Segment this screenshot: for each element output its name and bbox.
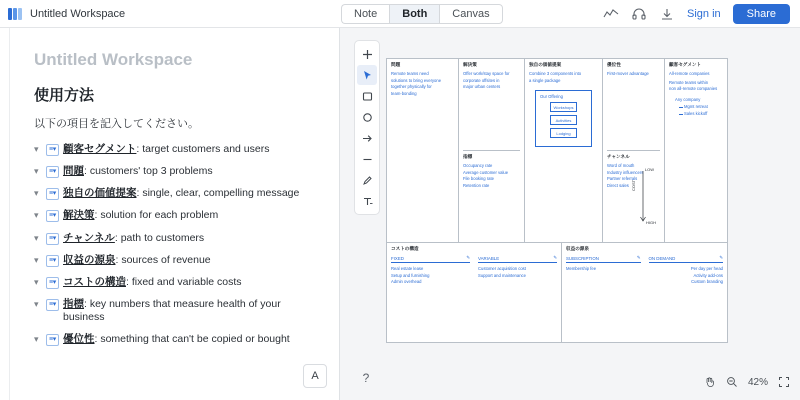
cell-line: Membership fee [566,266,597,271]
cell-line: All-remote companies [669,71,710,76]
tree-children [675,104,723,116]
cell-line: Setup and furnishing [391,272,430,278]
zoom-out-icon[interactable] [726,376,738,388]
add-icon[interactable] [357,44,377,64]
tree-root: Any company [675,96,701,102]
revenue-ondemand-label: ON DEMAND [648,255,676,261]
axis-label-high: HIGH [646,220,656,225]
list-item-text: : fixed and variable costs [126,275,242,288]
note-doc-title: 使用方法 [34,87,95,104]
bullet-icon: ▾ [34,232,39,243]
list-item-text: : customers' top 3 problems [84,165,213,178]
list-item-text: : solution for each problem [94,209,219,222]
note-bullet-list [34,143,315,346]
cell-body [391,71,454,97]
tree-node: Mgmt retreat [684,104,723,109]
note-tag-icon: ≡▾ [46,299,59,311]
bullet-icon: ▾ [34,334,39,345]
list-item-term: 指標 [63,297,84,310]
cell-line: Activity add-ons [693,272,723,278]
app-logo-icon [8,7,24,21]
cost-variable-items [478,266,557,279]
cell-heading: 解決策 [463,62,477,67]
cell-body [463,71,520,91]
axis-label-cost: COST [631,179,636,191]
list-item-text: : path to customers [114,231,205,244]
board-top-row [387,59,727,242]
axis-label-low: LOW [644,167,654,172]
value-prop-offering-box[interactable] [535,90,592,147]
revenue-ondemand-heading [649,255,724,263]
cell-body [529,71,598,84]
cell-line: Industry influencers [607,169,644,175]
zoom-controls [704,376,790,388]
cell-line: Combine 3 components into [529,71,582,76]
cell-heading: 問題 [391,62,401,67]
offering-box-title: Our Offering [540,94,563,99]
bullet-icon: ▾ [34,254,39,265]
board-cell-problem[interactable] [387,59,459,242]
bullet-icon: ▾ [34,188,39,199]
view-mode-switcher[interactable] [340,3,504,25]
list-item[interactable] [34,333,315,346]
cell-body [607,71,660,78]
cell-heading: 指標 [463,154,473,159]
note-tag-icon: ≡▾ [46,277,59,289]
revenue-ondemand-items [649,266,724,286]
revenue-subscription-items [566,266,641,273]
board-subcell-channels[interactable] [607,150,660,239]
list-item-text: : something that can't be copied or bought [94,333,290,346]
note-pane [10,28,340,400]
help-button[interactable]: ? [362,371,370,385]
cell-line: File booking rate [463,176,494,181]
cell-heading: 優位性 [607,62,621,67]
cell-line: corporate offsites in [463,77,500,83]
cell-line: Retention rate [463,182,490,188]
note-tag-icon: ≡▾ [46,188,59,200]
board-cell-cost-structure[interactable] [387,243,562,342]
cell-line: Offer work/stay space for [463,71,510,76]
board-bottom-row [387,242,727,342]
cell-line: major urban centers [463,84,501,89]
headphones-icon[interactable] [631,6,647,22]
note-tag-icon: ≡▾ [46,210,59,222]
board-subcell-solution[interactable] [463,62,520,147]
list-item-term: コストの構造 [63,275,126,288]
cost-fixed-label: FIXED [391,255,404,261]
list-item-term: 顧客セグメント [63,143,137,155]
download-icon[interactable] [659,6,675,22]
board-cell-revenue-streams[interactable] [562,243,727,342]
list-item-text: : key numbers that measure health of your business [63,297,281,323]
rectangle-icon[interactable] [357,86,377,106]
revenue-ondemand-column [649,255,724,286]
list-item[interactable] [34,187,315,200]
cell-heading: チャンネル [607,154,630,159]
cell-line: Partner referrals [607,176,638,181]
edit-icon[interactable]: ✎ [553,255,557,260]
cell-line: Average customer value [463,169,509,175]
channel-cost-axis [630,167,656,225]
cell-line: team-bonding [391,90,417,96]
note-tag-icon: ≡▾ [46,166,59,178]
ellipse-icon[interactable] [357,107,377,127]
top-bar [0,0,800,28]
line-icon[interactable] [357,149,377,169]
font-settings-button[interactable]: A [303,364,327,388]
board-cell-value-proposition[interactable] [525,59,603,242]
cell-line: Support and maintenance [478,272,526,278]
share-button[interactable]: Share [733,4,790,24]
cell-line: solutions to bring everyone [391,77,442,83]
bullet-icon: ▾ [34,144,39,154]
cell-line: a single package [529,77,561,83]
zoom-level-label[interactable]: 42% [747,376,768,388]
customer-tree [669,97,723,116]
cell-heading: コストの構造 [391,246,419,251]
cell-heading: 顧客セグメント [669,62,702,67]
cell-line: Customer acquisition cost [478,266,526,271]
cell-line: Admin overhead [391,279,422,284]
edit-icon[interactable]: ✎ [636,255,641,260]
bullet-icon: ▾ [34,276,39,287]
cell-line: Occupancy rate [463,163,493,168]
list-item-term: 収益の源泉 [63,253,116,266]
list-item-text: : sources of revenue [115,253,211,266]
list-item-term: 問題 [63,165,84,178]
tab-both[interactable]: Both [389,4,439,24]
activity-icon[interactable] [603,6,619,22]
cost-fixed-heading [391,255,470,263]
cell-line: non all-remote companies [669,86,718,91]
cost-fixed-column [391,255,470,286]
tab-canvas[interactable]: Canvas [439,4,502,24]
bullet-icon: ▾ [34,166,39,177]
list-item-term: 解決策 [63,209,95,222]
offering-item[interactable]: Lodging [550,128,577,138]
list-item[interactable] [34,165,315,178]
board-subcell-metrics[interactable] [463,150,520,239]
list-item-term: 独自の価値提案 [63,187,137,200]
list-item-term: チャンネル [63,231,115,244]
bullet-icon: ▾ [34,210,39,221]
cost-variable-label: VARIABLE [478,255,500,261]
business-model-canvas[interactable] [386,58,728,343]
cell-line: Real estate lease [391,266,424,271]
note-tag-icon: ≡▾ [46,144,59,156]
sign-in-link[interactable]: Sign in [687,7,721,20]
note-tag-icon: ≡▾ [46,233,59,245]
cost-fixed-items [391,266,470,286]
bullet-icon: ▾ [34,298,39,309]
board-cell-solution-metrics[interactable] [459,59,525,242]
list-item[interactable] [34,298,315,324]
tree-node: Sales kickoff [684,111,723,116]
cell-line: Remote teams within [669,79,709,85]
note-tag-icon: ≡▾ [46,334,59,346]
cell-line: Word of mouth [607,163,635,168]
cell-line: together physically for [391,84,432,89]
list-item[interactable] [34,143,315,156]
board-subcell-advantage[interactable] [607,62,660,147]
cell-heading: 独自の価値提案 [529,62,562,67]
board-cell-customer-segments[interactable] [665,59,727,242]
arrow-icon[interactable] [357,128,377,148]
edit-icon[interactable]: ✎ [719,255,723,260]
cell-line: First-mover advantage [607,71,649,76]
list-item[interactable] [34,209,315,222]
edit-icon[interactable]: ✎ [466,255,470,260]
list-item-text: : single, clear, compelling message [136,187,300,200]
canvas-pane[interactable] [340,28,800,400]
cell-body [669,71,723,93]
left-rail [0,28,10,400]
cost-variable-heading [478,255,557,263]
note-lead-text: 以下の項目を記入してください。 [34,118,199,130]
cost-variable-column [478,255,557,286]
note-workspace-heading: Untitled Workspace [34,50,193,69]
main-body [0,28,800,400]
cell-line: Per day per head [690,266,723,271]
top-bar-actions [603,4,794,24]
workspace-title: Untitled Workspace [30,7,126,20]
board-cell-advantage-channels[interactable] [603,59,665,242]
cursor-icon[interactable] [357,65,377,85]
note-tag-icon: ≡▾ [46,255,59,267]
cell-heading: 収益の源泉 [566,246,589,251]
offering-item[interactable]: Activities [550,115,577,125]
tab-note[interactable]: Note [341,4,389,24]
revenue-subscription-heading [566,255,641,263]
cell-line: Remote teams need [391,71,429,76]
text-icon[interactable] [357,191,377,211]
list-item-text: : target customers and users [136,143,270,155]
hand-icon[interactable] [704,376,716,388]
list-item-term: 優位性 [63,333,95,346]
canvas-toolbar [354,40,380,215]
cell-line: Custom branding [691,279,723,284]
list-item[interactable] [34,232,315,245]
offering-item[interactable]: Workshops [550,102,577,112]
revenue-subscription-label: SUBSCRIPTION [566,255,599,261]
list-item[interactable] [34,254,315,267]
fullscreen-icon[interactable] [778,376,790,388]
cell-body [463,163,520,189]
list-item[interactable] [34,276,315,289]
pen-icon[interactable] [357,170,377,190]
cell-line: Direct sales [607,182,629,188]
revenue-subscription-column [566,255,641,286]
